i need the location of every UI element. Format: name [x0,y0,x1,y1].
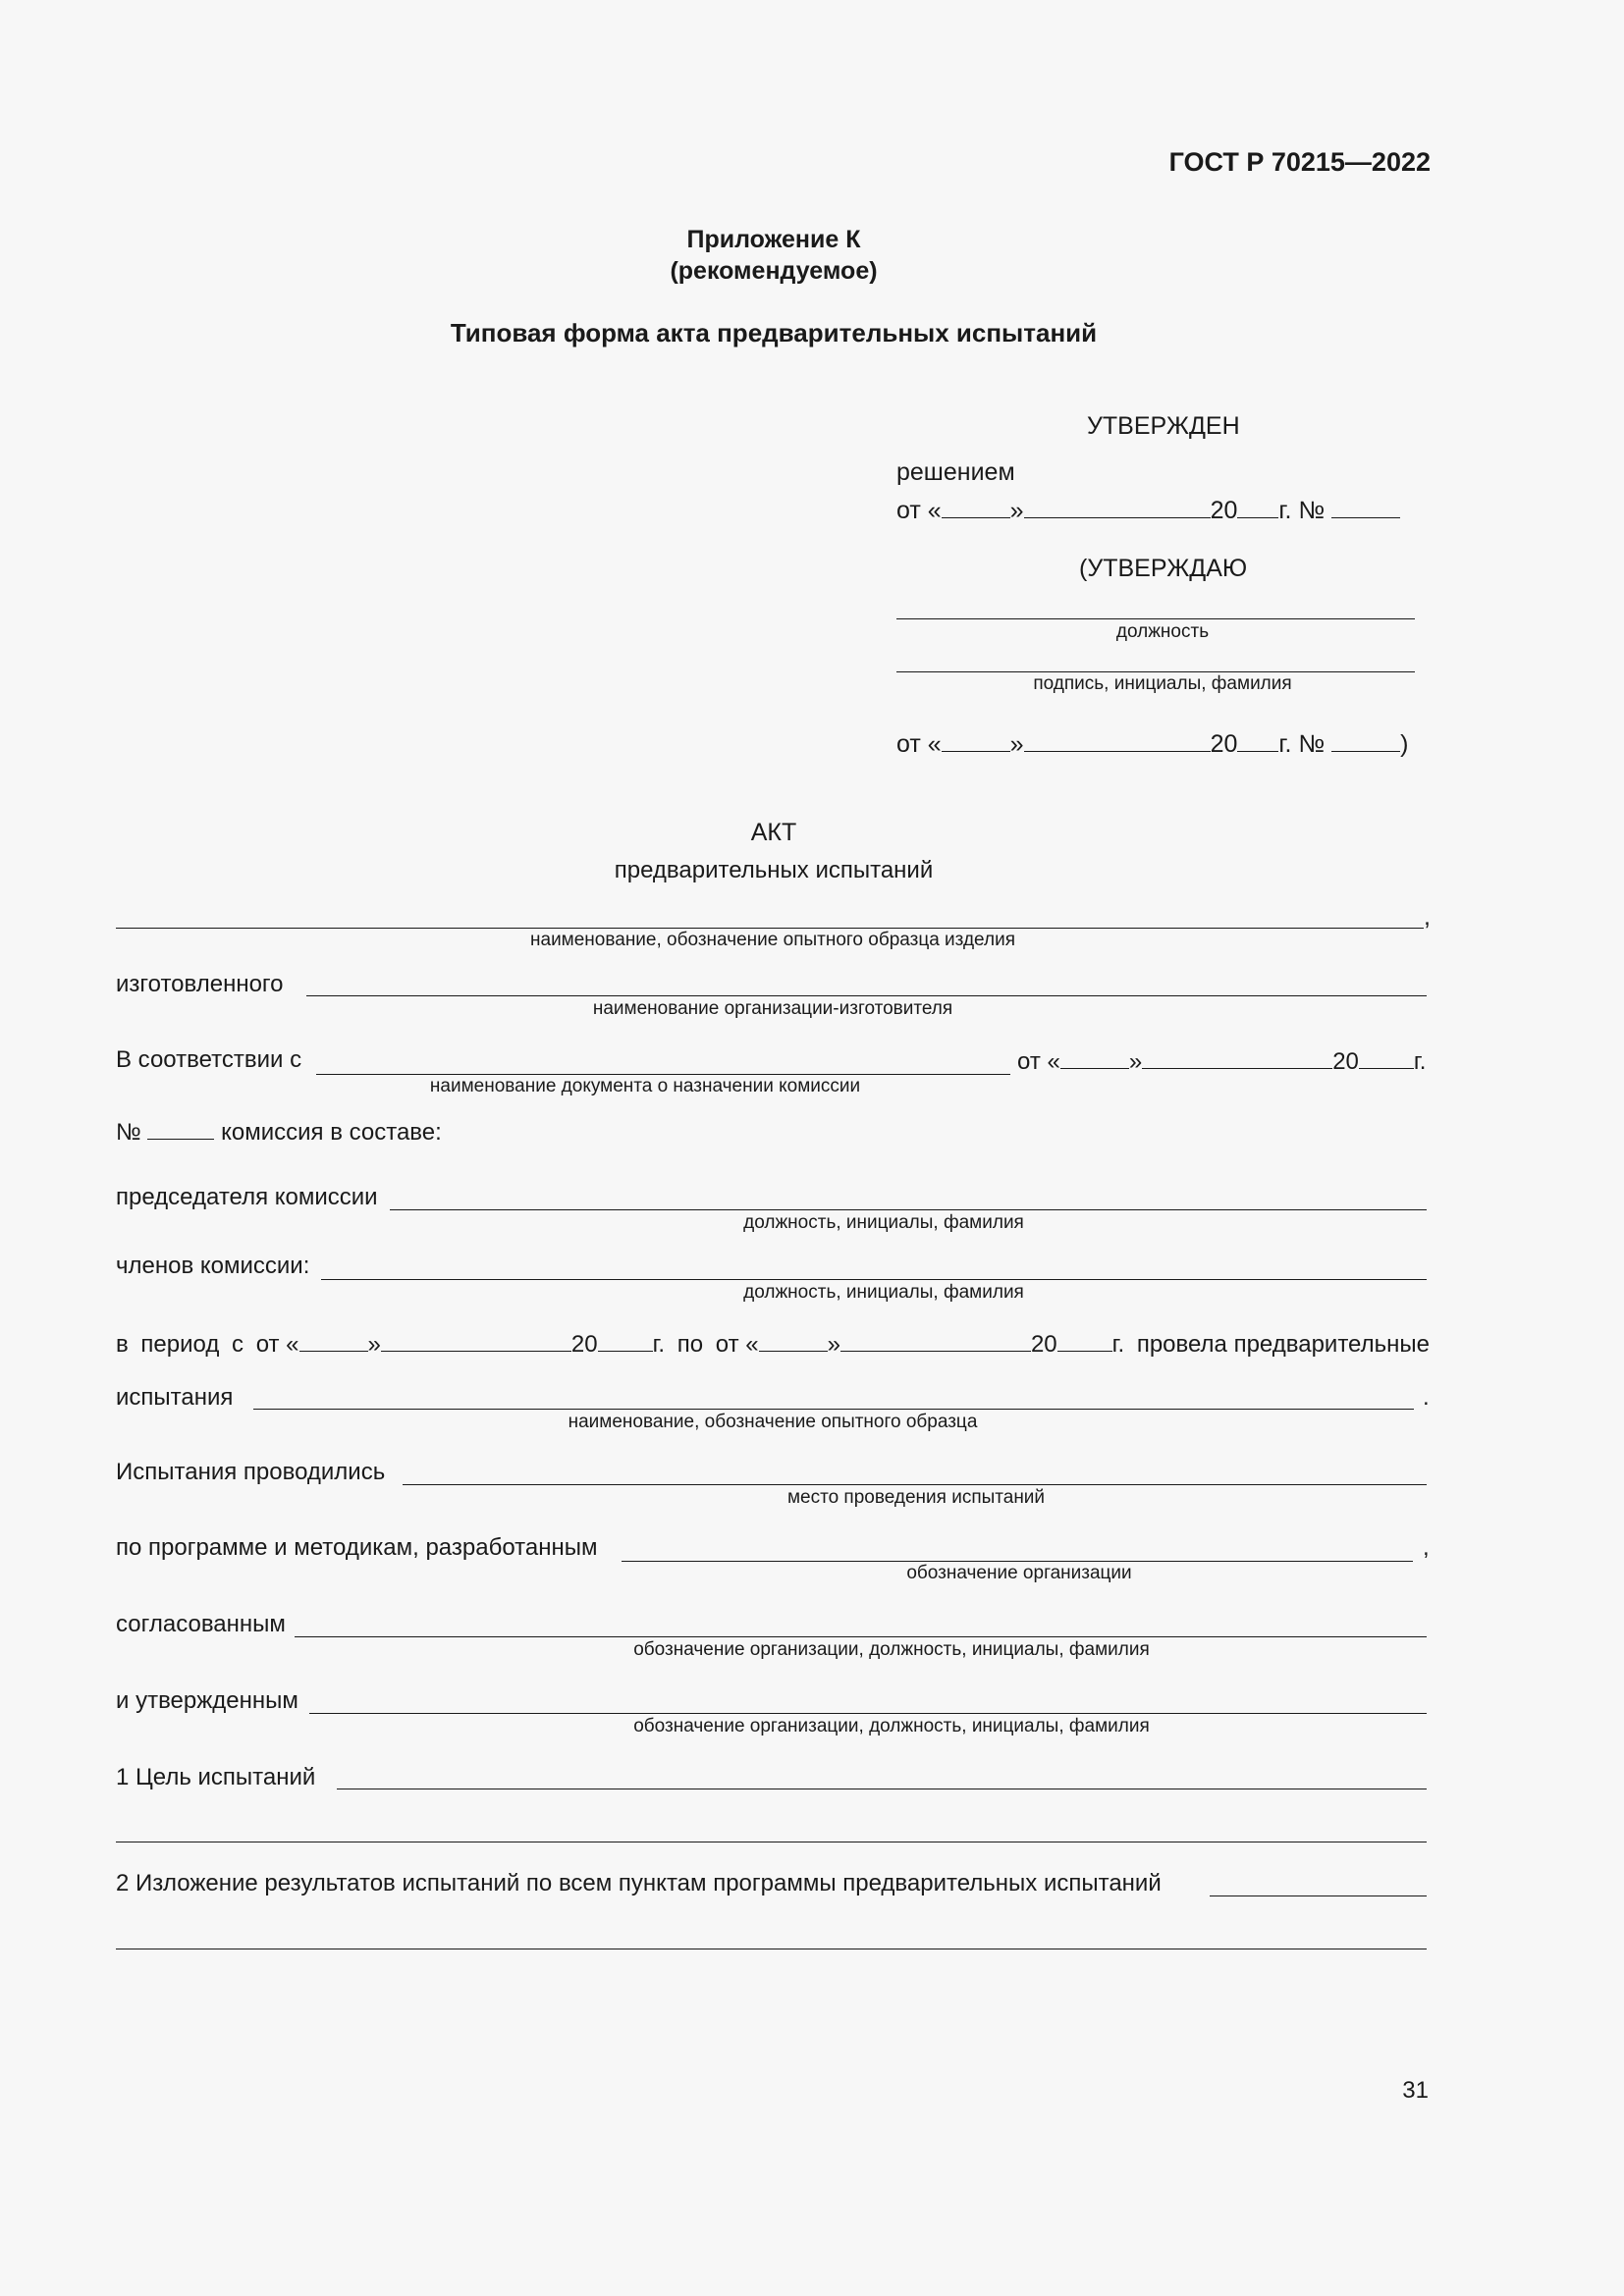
members-line [321,1279,1427,1280]
signature-line [896,671,1415,672]
commission-number-row: № комиссия в составе: [116,1119,442,1146]
place-caption: место проведения испытаний [786,1487,1046,1508]
manufacturer-caption: наименование организации-изготовителя [592,998,953,1019]
members-label: членов комиссии: [116,1253,310,1279]
period-row: в период с от « » 20 г. по от « » 20 г. провела предварительные [116,1331,1430,1358]
program-org-line [622,1561,1413,1562]
approval-date-line-1: от « » 20 г. № [896,496,1400,525]
results-label: 2 Изложение результатов испытаний по всем пунктам программы предварительных испытаний [116,1870,1162,1896]
approved-by-caption: обозначение организации, должность, инициалы, фамилия [633,1716,1150,1736]
position-line [896,618,1415,619]
manufacturer-line [306,995,1427,996]
chairman-label: председателя комиссии [116,1184,378,1210]
tests-label: испытания [116,1384,234,1411]
program-label: по программе и методикам, разработанным [116,1534,598,1561]
signature-caption: подпись, инициалы, фамилия [1033,673,1292,694]
manufactured-label: изготовленного [116,971,284,997]
sample-caption: наименование, обозначение опытного образца [568,1412,978,1432]
appendix-status: (рекомендуемое) [670,257,878,285]
members-caption: должность, инициалы, фамилия [743,1282,1024,1303]
tests-conducted-label: Испытания проводились [116,1459,386,1485]
act-subtitle: предварительных испытаний [614,857,934,883]
program-comma: , [1423,1534,1430,1561]
page-number: 31 [1402,2077,1429,2104]
program-org-caption: обозначение организации [906,1563,1132,1583]
accordance-date: от « » 20 г. [1017,1048,1427,1075]
tests-period: . [1423,1384,1430,1411]
place-line [403,1484,1427,1485]
agreed-caption: обозначение организации, должность, инициалы, фамилия [633,1639,1150,1660]
item-comma: , [1424,903,1431,931]
sample-line [253,1409,1414,1410]
chairman-caption: должность, инициалы, фамилия [743,1212,1024,1233]
commission-doc-line [316,1074,1010,1075]
approve-open-label: (УТВЕРЖДАЮ [1079,555,1248,582]
agreed-label: согласованным [116,1611,286,1637]
approved-by-label: и утвержденным [116,1687,298,1714]
goal-label: 1 Цель испытаний [116,1764,316,1790]
by-decision-label: решением [896,458,1015,486]
commission-doc-caption: наименование документа о назначении комиссии [429,1076,861,1096]
position-caption: должность [1115,621,1210,642]
document-code: ГОСТ Р 70215—2022 [1168,147,1431,177]
item-name-line [116,928,1424,929]
agreed-line [295,1636,1427,1637]
approved-by-line [309,1713,1427,1714]
accordance-label: В соответствии с [116,1046,302,1073]
act-title: АКТ [750,819,797,846]
approval-date-line-2: от « » 20 г. № ) [896,730,1409,758]
appendix-title: Приложение К [686,226,861,253]
approved-label: УТВЕРЖДЕН [1087,412,1240,440]
item-name-caption: наименование, обозначение опытного образца изделия [530,930,1015,950]
chairman-line [390,1209,1427,1210]
form-title: Типовая форма акта предварительных испытаний [450,318,1098,347]
